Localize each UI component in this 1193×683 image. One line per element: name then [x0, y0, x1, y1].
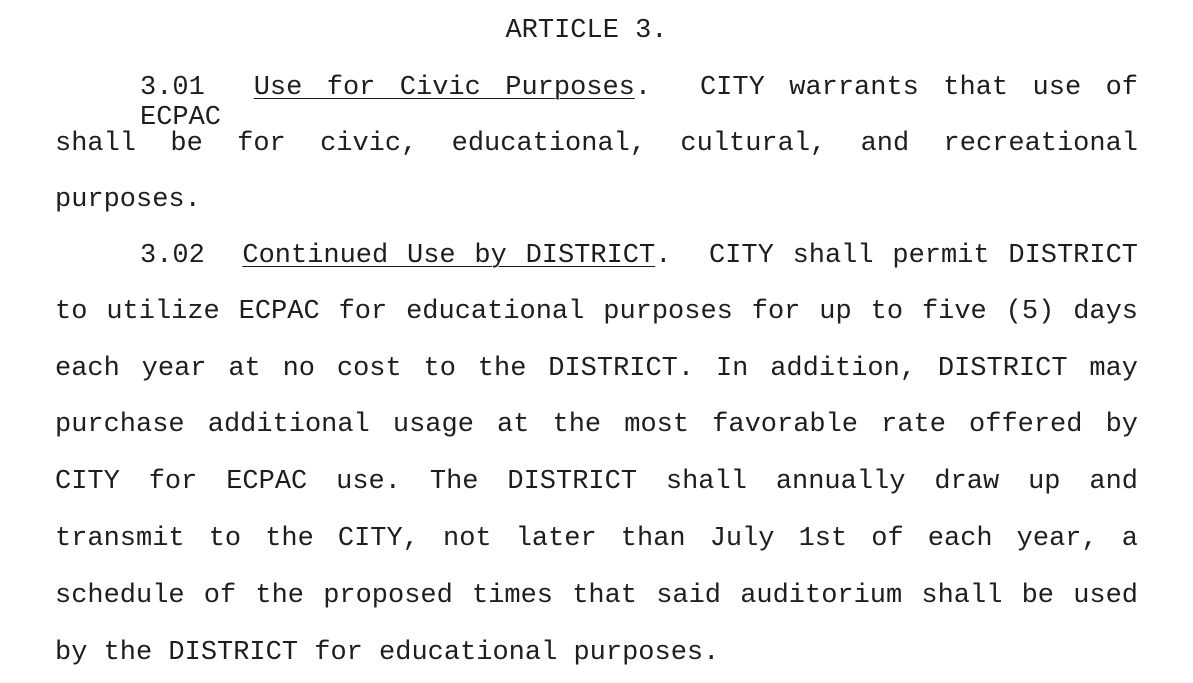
- heading-period: .: [655, 241, 672, 271]
- section-text-line: to utilize ECPAC for educational purposes for up to five (5) days: [55, 297, 1138, 327]
- heading-period: .: [634, 73, 652, 103]
- section-heading: Use for Civic Purposes: [253, 73, 635, 103]
- section-heading: Continued Use by DISTRICT: [242, 241, 656, 271]
- section-text-line: transmit to the CITY, not later than July 1st of each year, a: [55, 524, 1138, 554]
- section-text-line: shall be for civic, educational, cultural, and recreational: [55, 129, 1138, 159]
- section-number: 3.01: [140, 73, 205, 103]
- section-3-01-first-line: [140, 73, 1138, 133]
- section-text-line: purchase additional usage at the most favorable rate offered by: [55, 410, 1138, 440]
- article-title-text: ARTICLE 3.: [505, 16, 668, 46]
- article-title: [0, 16, 1193, 46]
- section-text: CITY shall permit DISTRICT: [708, 241, 1138, 271]
- section-text-line: by the DISTRICT for educational purposes.: [55, 638, 720, 668]
- section-text: CITY warrants that use of ECPAC: [140, 73, 1139, 133]
- section-text-line: CITY for ECPAC use. The DISTRICT shall annually draw up and: [55, 467, 1138, 497]
- section-number: 3.02: [140, 241, 205, 271]
- section-3-02-first-line: [140, 241, 1138, 271]
- section-text-line: each year at no cost to the DISTRICT. In addition, DISTRICT may: [55, 354, 1138, 384]
- section-text-line: purposes.: [55, 185, 201, 215]
- section-text-line: schedule of the proposed times that said auditorium shall be used: [55, 581, 1138, 611]
